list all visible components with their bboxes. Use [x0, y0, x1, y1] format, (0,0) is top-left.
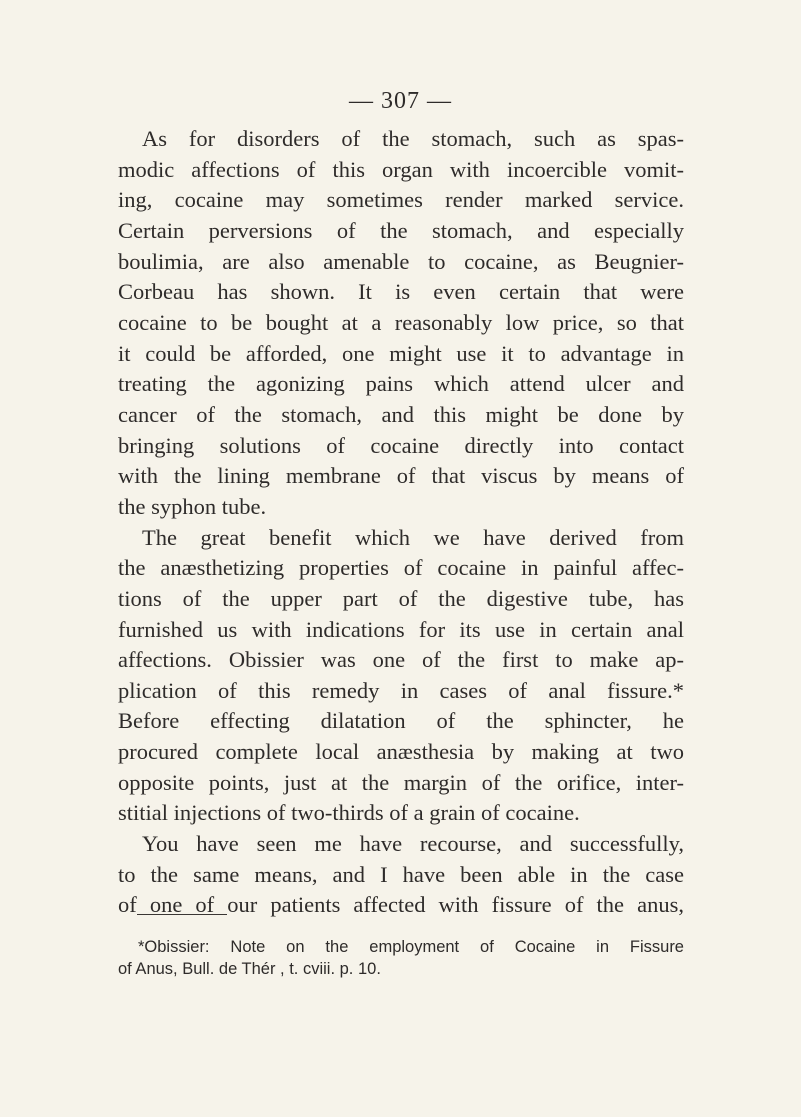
text-line: it could be afforded, one might use it to advantage in [118, 340, 684, 366]
text-line: tions of the upper part of the digestive tube, has [118, 585, 684, 611]
paragraph-2 [118, 523, 684, 830]
body-text [118, 124, 684, 921]
footnote-line: of Anus, Bull. de Thér , t. cviii. p. 10. [118, 960, 381, 978]
text-line: furnished us with indications for its use in certain anal [118, 616, 684, 642]
text-line: the syphon tube. [118, 493, 267, 519]
footnote [118, 936, 684, 980]
text-line: cocaine to be bought at a reasonably low price, so that [118, 309, 684, 335]
text-line: opposite points, just at the margin of the orifice, inter- [118, 769, 684, 795]
text-line: ing, cocaine may sometimes render marked service. [118, 187, 684, 213]
text-line: affections. Obissier was one of the first to make ap- [118, 647, 684, 673]
text-line: Certain perversions of the stomach, and especially [118, 217, 684, 243]
text-line: As for disorders of the stomach, such as spas- [142, 126, 684, 151]
text-line: You have seen me have recourse, and successfully, [142, 831, 684, 857]
text-line: cancer of the stomach, and this might be done by [118, 401, 684, 427]
text-line: stitial injections of two-thirds of a grain of cocaine. [118, 800, 580, 826]
text-line: boulimia, are also amenable to cocaine, as Beugnier- [118, 248, 684, 274]
text-line: plication of this remedy in cases of anal fissure.* [118, 677, 684, 703]
page-number: — 307 — [349, 88, 452, 114]
text-line: Corbeau has shown. It is even certain that were [118, 279, 684, 305]
text-line: The great benefit which we have derived from [142, 524, 684, 550]
footnote-line: *Obissier: Note on the employment of Cocaine in Fissure [138, 938, 684, 956]
text-line: with the lining membrane of that viscus by means of [118, 463, 684, 489]
text-line: Before effecting dilatation of the sphincter, he [118, 708, 684, 734]
paragraph-1 [118, 124, 684, 523]
text-line: the anæsthetizing properties of cocaine in painful affec- [118, 555, 684, 581]
paragraph-3 [118, 829, 684, 921]
text-line: treating the agonizing pains which attend ulcer and [118, 371, 684, 397]
text-line: to the same means, and I have been able in the case [118, 861, 684, 887]
text-line: of one of our patients affected with fissure of the anus, [118, 892, 684, 918]
text-line: bringing solutions of cocaine directly into contact [118, 432, 684, 458]
text-line: procured complete local anæsthesia by making at two [118, 739, 684, 765]
footnote-divider [137, 914, 227, 915]
text-line: modic affections of this organ with incoercible vomit- [118, 156, 684, 182]
